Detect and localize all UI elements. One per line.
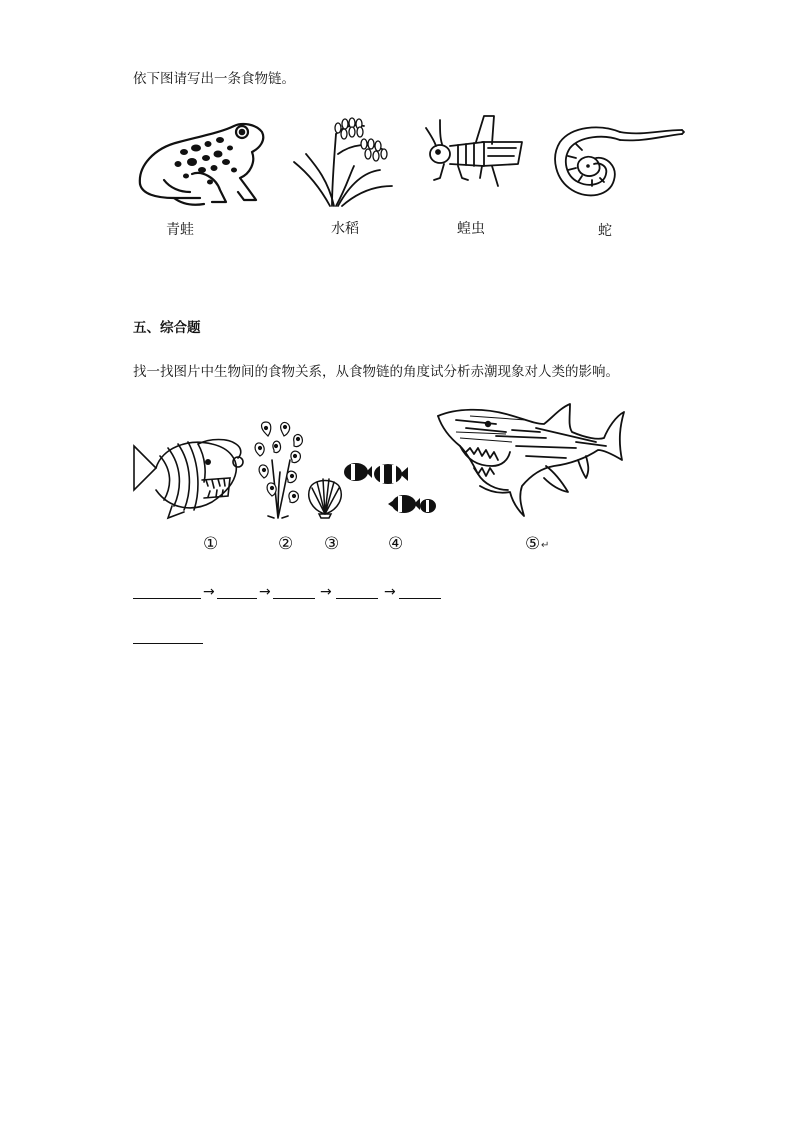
rice-icon — [292, 114, 394, 210]
anglerfish-icon — [132, 434, 250, 520]
answer-blank-1[interactable] — [133, 598, 201, 599]
answer-blank-3[interactable] — [273, 598, 315, 599]
locust-icon — [422, 112, 526, 188]
label-rice: 水稻 — [331, 221, 359, 237]
label-snake: 蛇 — [598, 223, 612, 239]
section-title: 五、综合题 — [133, 320, 201, 336]
number-5: ⑤ — [525, 534, 541, 554]
label-frog: 青蛙 — [166, 222, 194, 238]
number-2: ② — [278, 534, 294, 554]
answer-blank-4[interactable] — [336, 598, 378, 599]
arrow-1: → — [203, 584, 215, 600]
section-prompt: 找一找图片中生物间的食物关系，从食物链的角度试分析赤潮现象对人类的影响。 — [133, 364, 619, 380]
return-mark: ↵ — [541, 540, 550, 551]
shell-icon — [306, 474, 344, 520]
clownfish-icon — [342, 456, 438, 520]
answer-blank-2[interactable] — [217, 598, 257, 599]
number-3: ③ — [324, 534, 340, 554]
arrow-2: → — [259, 584, 271, 600]
frog-icon — [134, 118, 266, 210]
label-locust: 蝗虫 — [457, 221, 485, 237]
arrow-4: → — [384, 584, 396, 600]
seaweed-icon — [248, 420, 308, 520]
question-prompt: 依下图请写出一条食物链。 — [133, 71, 295, 87]
shark-icon — [436, 402, 626, 520]
arrow-3: → — [320, 584, 332, 600]
analysis-blank[interactable] — [133, 643, 203, 644]
answer-blank-5[interactable] — [399, 598, 441, 599]
number-1: ① — [203, 534, 219, 554]
number-4: ④ — [388, 534, 404, 554]
snake-icon — [550, 120, 686, 202]
